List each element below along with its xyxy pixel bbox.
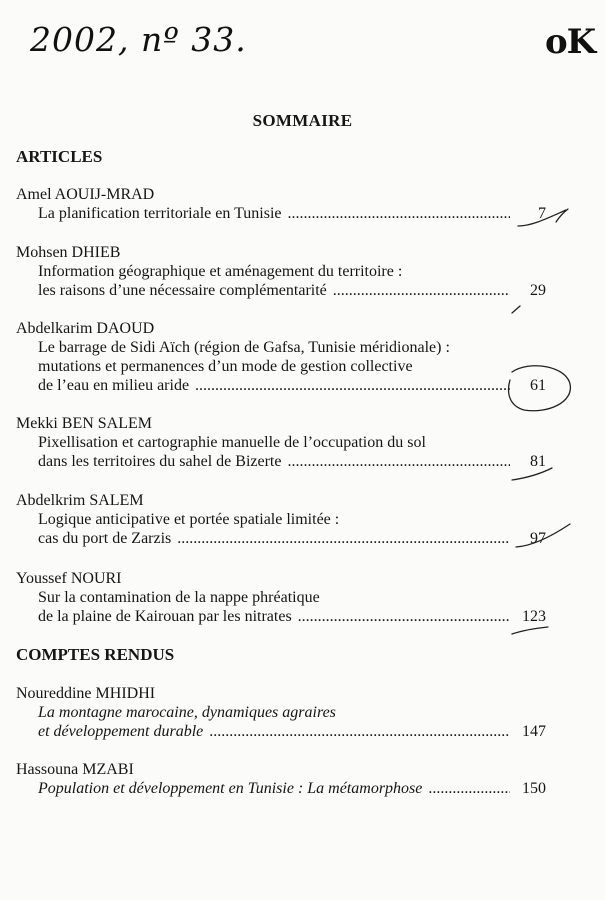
entry-title: La planification territoriale en Tunisie (38, 205, 282, 222)
page-number: 147 (522, 723, 546, 740)
entry-title-line: Information géographique et aménagement du territoire : (38, 263, 403, 280)
entry-title-line: Sur la contamination de la nappe phréatique (38, 589, 320, 606)
entry-author: Hassouna MZABI (16, 761, 134, 778)
entry-author: Noureddine MHIDHI (16, 685, 156, 702)
page-number: 97 (530, 530, 546, 547)
entry-title: dans les territoires du sahel de Bizerte (38, 453, 282, 470)
entry-author: Mekki BEN SALEM (16, 415, 152, 432)
entry-author: Amel AOUIJ-MRAD (16, 186, 155, 203)
check-mark-page-7-tail (556, 209, 568, 222)
tick-mark-page-29 (512, 306, 520, 313)
entry-title-line: La montagne marocaine, dynamiques agraires (38, 704, 336, 721)
entry-title: et développement durable (38, 723, 204, 740)
circle-mark-page-61 (509, 366, 571, 411)
entry-title: Population et développement en Tunisie : La métamorphose (38, 780, 423, 797)
page-number: 61 (530, 377, 546, 394)
entry-title-line: Logique anticipative et portée spatiale limitée : (38, 511, 340, 528)
section-heading-comptes-rendus: COMPTES RENDUS (16, 645, 175, 664)
page-number: 7 (538, 205, 546, 222)
page-number: 81 (530, 453, 546, 470)
entry-title-line: Pixellisation et cartographie manuelle de l’occupation du sol (38, 434, 426, 451)
section-heading-articles: ARTICLES (16, 147, 103, 166)
entry-title: les raisons d’une nécessaire complémentarité (38, 282, 327, 299)
page-number: 150 (522, 780, 546, 797)
entry-author: Abdelkarim DAOUD (16, 320, 155, 337)
page-number: 29 (530, 282, 546, 299)
entry-author: Mohsen DHIEB (16, 244, 121, 261)
page-title: SOMMAIRE (252, 111, 353, 130)
entry-title: cas du port de Zarzis (38, 530, 172, 547)
entry-author: Abdelkrim SALEM (16, 492, 144, 509)
entry-title: de la plaine de Kairouan par les nitrates (38, 608, 292, 625)
entry-author: Youssef NOURI (16, 570, 122, 587)
tick-mark-page-123 (512, 627, 548, 634)
entry-title-line: Le barrage de Sidi Aïch (région de Gafsa, Tunisie méridionale) : (38, 339, 450, 356)
entry-title: de l’eau en milieu aride (38, 377, 190, 394)
check-mark-page-97 (516, 524, 570, 547)
handwritten-ok-mark: oK (545, 22, 596, 62)
check-mark-page-81 (512, 468, 552, 480)
entry-title-line: mutations et permanences d’un mode de gestion collective (38, 358, 413, 375)
handwritten-issue-note: 2002, nº 33. (30, 20, 247, 59)
page-number: 123 (522, 608, 546, 625)
